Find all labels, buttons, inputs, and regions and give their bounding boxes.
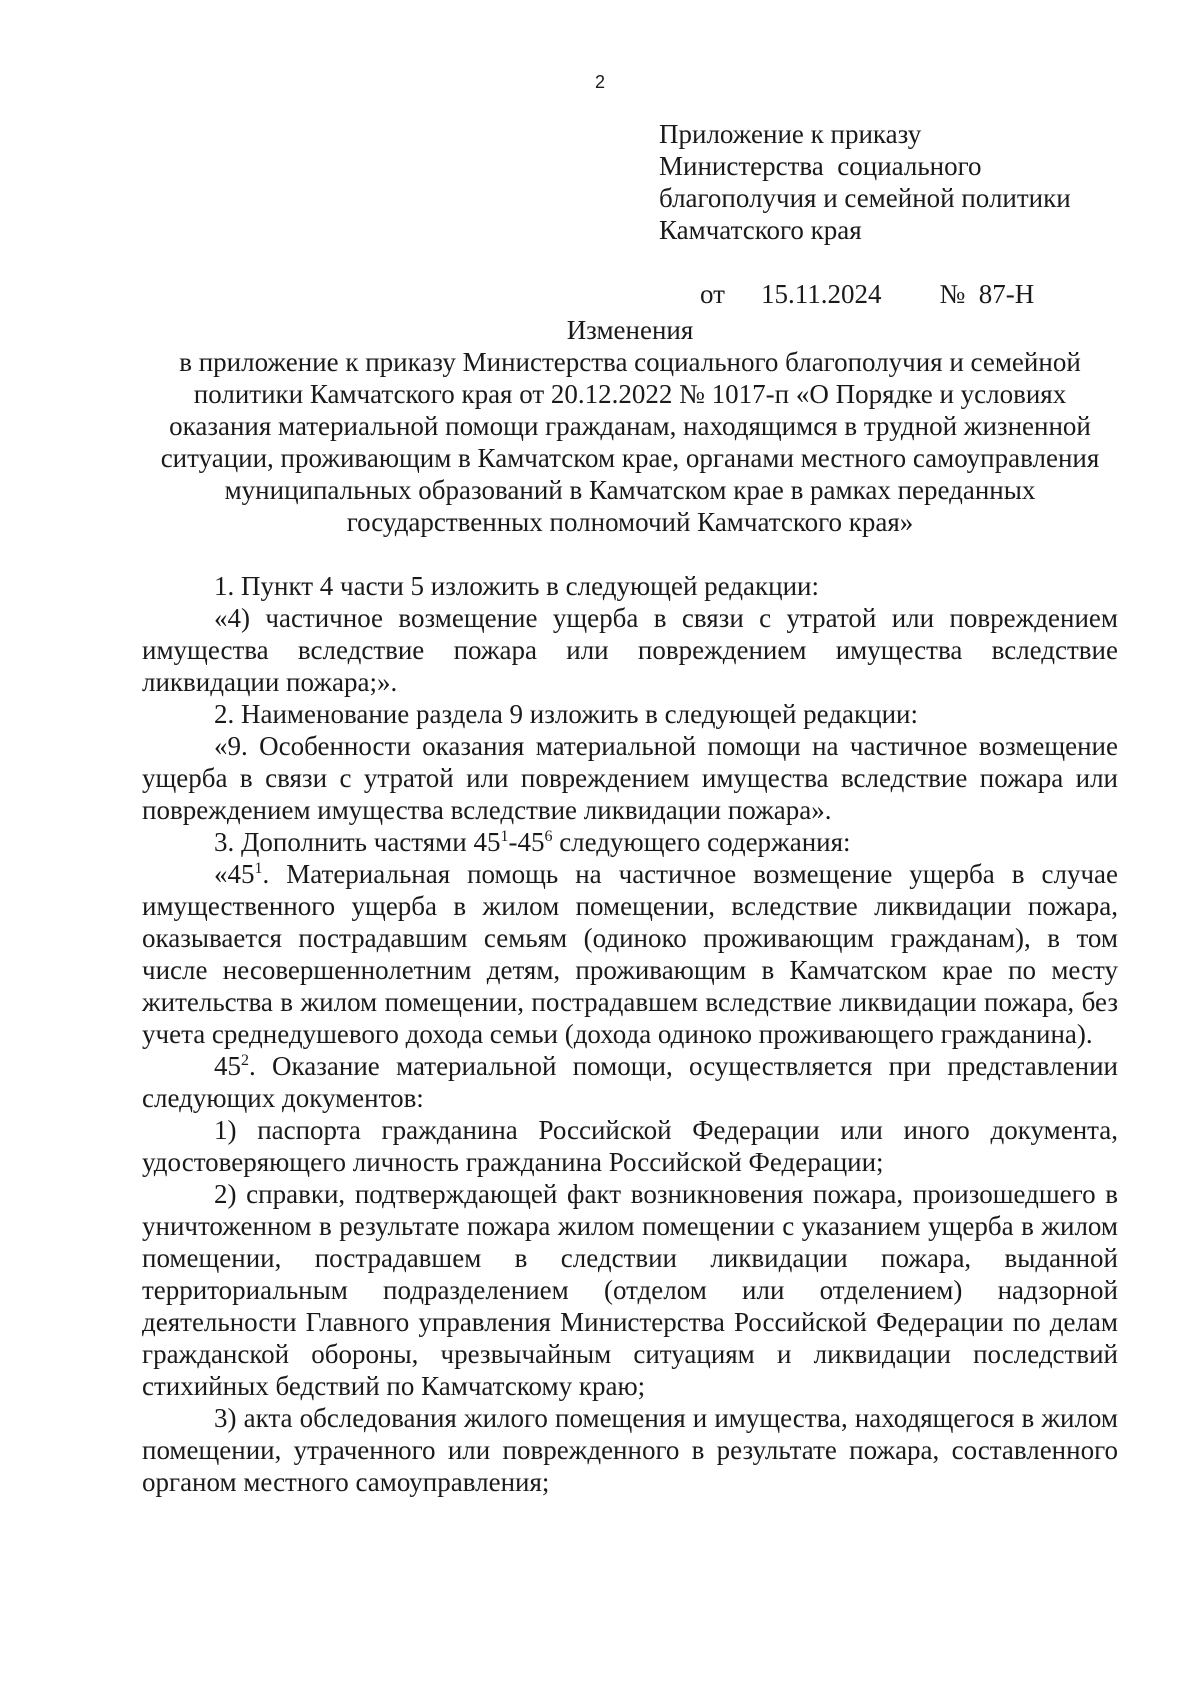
superscript: 6 [544,828,553,845]
paragraph-6 [142,858,1118,1050]
paragraph-10: 3) акта обследования жилого помещения и имущества, находящегося в жилом помещении, утраченного или поврежденного в результате пожара, составленного органом местного самоуправления; [142,1403,1118,1497]
paragraph-7-text: . Оказание материальной помощи, осуществляется при представлении следующих документов: [142,1051,1118,1113]
paragraph-9: 2) справки, подтверждающей факт возникновения пожара, произошедшего в уничтоженном в результате пожара жилом помещении с указанием ущерба в жилом помещении, пострадавшем в следствии ликвидации пожара, выданной территориальным подразделением (отделом или отделением) надзорной деятельности Главного управления Министерства Российской Федерации по делам гражданской обороны, чрезвычайным ситуациям и ликвидации последствий стихийных бедствий по Камчатскому краю; [142,1179,1118,1401]
paragraph-2: «4) частичное возмещение ущерба в связи с утратой или повреждением имущества вследствие пожара или повреждением имущества вследствие ликвидации пожара;». [142,603,1118,697]
superscript: 2 [241,1052,249,1069]
appendix-line: Министерства социального [659,151,982,181]
order-date: 15.11.2024 [760,279,882,309]
paragraph-4: «9. Особенности оказания материальной помощи на частичное возмещение ущерба в связи с утратой или повреждением имущества вследствие пожара или повреждением имущества вследствие ликвидации пожара». [142,731,1118,825]
appendix-line: благополучия и семейной политики [659,183,1071,213]
appendix-line: Камчатского края [659,215,862,245]
superscript: 1 [500,828,509,845]
paragraph-5-suffix: следующего содержания: [552,827,851,857]
paragraph-5 [142,826,1118,858]
appendix-line: Приложение к приказу [659,119,922,149]
paragraph-5-mid: -45 [508,827,545,857]
superscript: 1 [254,860,263,877]
paragraph-7-prefix: 45 [214,1051,241,1081]
paragraph-7 [142,1050,1118,1114]
paragraph-3: 2. Наименование раздела 9 изложить в следующей редакции: [214,699,918,729]
appendix-header [659,118,1071,342]
paragraph-6-text: . Материальная помощь на частичное возмещение ущерба в случае имущественного ущерба в жилом помещении, вследствие ликвидации пожара, оказывается пострадавшим семьям (одиноко проживающим гражданам), в том числе несовершеннолетним детям, проживающим в Камчатском крае по месту жительства в жилом помещении, пострадавшем вследствие ликвидации пожара, без учета среднедушевого дохода семьи (дохода одиноко проживающего гражданина). [142,859,1118,1049]
paragraph-8: 1) паспорта гражданина Российской Федерации или иного документа, удостоверяющего личность гражданина Российской Федерации; [142,1115,1118,1177]
paragraph-6-prefix: «45 [214,859,255,889]
paragraph-1: 1. Пункт 4 части 5 изложить в следующей редакции: [214,571,819,601]
order-number: № 87-Н [939,279,1035,309]
document-body [142,570,1118,1498]
document-title: Изменения [566,315,694,345]
document-title-block [140,314,1120,538]
document-subtitle: в приложение к приказу Министерства социального благополучия и семейной политики Камчатского края от 20.12.2022 № 1017-п «О Порядке и условиях оказания материальной помощи гражданам, находящимся в трудной жизненной ситуации, проживающим в Камчатском крае, органами местного самоуправления муниципальных образований в Камчатском крае в рамках переданных государственных полномочий Камчатского края» [160,347,1100,537]
paragraph-5-prefix: 3. Дополнить частями 45 [214,827,501,857]
page-number: 2 [594,72,605,92]
order-from-label: от [700,279,725,309]
